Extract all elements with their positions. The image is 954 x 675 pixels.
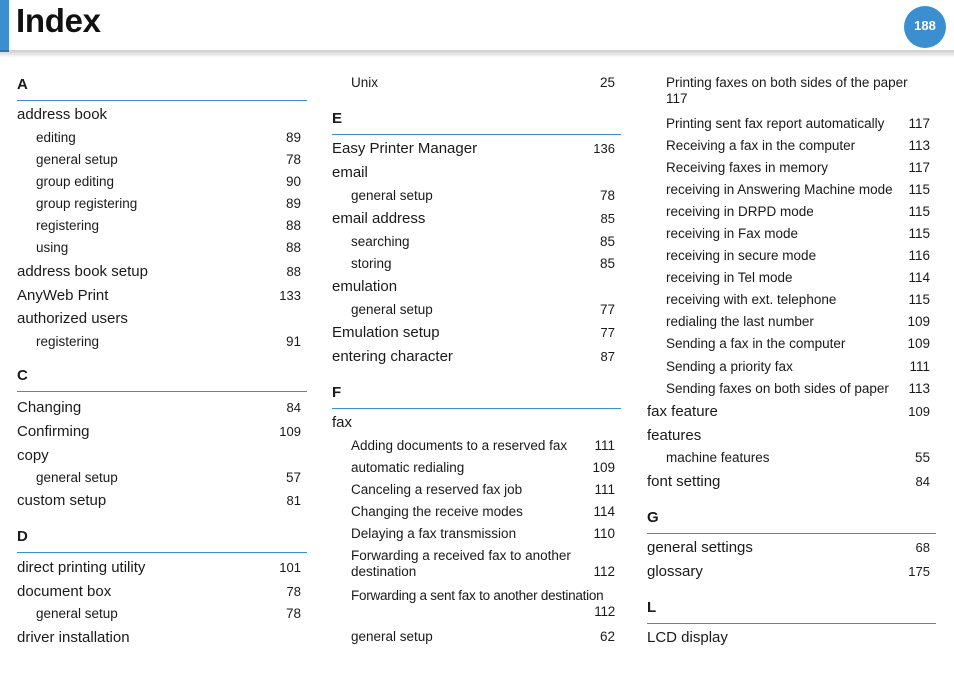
page-title: Index bbox=[16, 2, 101, 39]
index-subentry[interactable]: Sending faxes on both sides of paper 113 bbox=[666, 381, 930, 396]
section-rule bbox=[17, 391, 307, 392]
index-entry[interactable]: fax feature 109 bbox=[647, 403, 930, 420]
section-letter-f: F bbox=[332, 384, 342, 401]
index-entry[interactable]: custom setup 81 bbox=[17, 492, 301, 509]
index-entry[interactable]: general settings 68 bbox=[647, 539, 930, 556]
index-entry[interactable]: Emulation setup 77 bbox=[332, 324, 615, 341]
index-subentry[interactable]: group registering 89 bbox=[36, 196, 301, 211]
index-subentry[interactable]: receiving in secure mode 116 bbox=[666, 248, 930, 263]
index-subentry[interactable]: general setup 78 bbox=[36, 152, 301, 167]
index-subentry[interactable]: editing 89 bbox=[36, 130, 301, 145]
index-subentry[interactable]: machine features 55 bbox=[666, 450, 930, 465]
index-subentry[interactable]: Delaying a fax transmission 110 bbox=[351, 526, 615, 541]
index-subentry[interactable]: Canceling a reserved fax job 111 bbox=[351, 482, 615, 497]
index-entry[interactable]: fax bbox=[332, 414, 353, 431]
accent-bar bbox=[0, 0, 9, 52]
index-entry[interactable]: emulation bbox=[332, 278, 398, 295]
page-header bbox=[0, 0, 954, 62]
index-entry[interactable]: authorized users bbox=[17, 310, 128, 327]
index-subentry[interactable]: registering 91 bbox=[36, 334, 301, 349]
index-subentry[interactable]: general setup 62 bbox=[351, 629, 615, 644]
index-subentry-wrapped[interactable]: Forwarding a sent fax to another destination 112 bbox=[351, 588, 615, 619]
index-entry[interactable]: email bbox=[332, 164, 368, 181]
index-entry[interactable]: driver installation bbox=[17, 629, 130, 646]
index-subentry[interactable]: receiving in Tel mode 114 bbox=[666, 270, 930, 285]
header-divider bbox=[0, 50, 954, 58]
index-subentry[interactable]: receiving in DRPD mode 115 bbox=[666, 204, 930, 219]
index-subentry[interactable]: Sending a fax in the computer 109 bbox=[666, 336, 930, 351]
index-subentry[interactable]: Receiving a fax in the computer 113 bbox=[666, 138, 930, 153]
index-subentry[interactable]: automatic redialing 109 bbox=[351, 460, 615, 475]
index-entry[interactable]: Confirming 109 bbox=[17, 423, 301, 440]
section-letter-d: D bbox=[17, 528, 28, 545]
index-subentry[interactable]: Printing sent fax report automatically 117 bbox=[666, 116, 930, 131]
index-subentry[interactable]: group editing 90 bbox=[36, 174, 301, 189]
section-rule bbox=[17, 100, 307, 101]
section-letter-g: G bbox=[647, 509, 659, 526]
section-rule bbox=[647, 533, 936, 534]
index-entry[interactable]: entering character 87 bbox=[332, 348, 615, 365]
index-subentry[interactable]: general setup 77 bbox=[351, 302, 615, 317]
index-subentry[interactable]: redialing the last number 109 bbox=[666, 314, 930, 329]
index-subentry[interactable]: receiving in Fax mode 115 bbox=[666, 226, 930, 241]
index-entry[interactable]: address book setup 88 bbox=[17, 263, 301, 280]
section-rule bbox=[647, 623, 936, 624]
index-subentry[interactable]: Adding documents to a reserved fax 111 bbox=[351, 438, 615, 453]
index-subentry[interactable]: storing 85 bbox=[351, 256, 615, 271]
section-rule bbox=[332, 408, 621, 409]
index-entry[interactable]: email address 85 bbox=[332, 210, 615, 227]
index-subentry[interactable]: general setup 78 bbox=[351, 188, 615, 203]
section-letter-c: C bbox=[17, 367, 28, 384]
index-subentry[interactable]: Unix 25 bbox=[351, 75, 615, 90]
index-subentry[interactable]: receiving in Answering Machine mode 115 bbox=[666, 182, 930, 197]
index-entry[interactable]: glossary 175 bbox=[647, 563, 930, 580]
section-letter-a: A bbox=[17, 76, 28, 93]
index-entry[interactable]: AnyWeb Print 133 bbox=[17, 287, 301, 304]
index-subentry[interactable]: general setup 57 bbox=[36, 470, 301, 485]
index-subentry[interactable]: general setup 78 bbox=[36, 606, 301, 621]
index-subentry-wrapped[interactable]: Printing faxes on both sides of the paper 117 bbox=[666, 75, 908, 106]
index-subentry[interactable]: Changing the receive modes 114 bbox=[351, 504, 615, 519]
index-entry[interactable]: direct printing utility 101 bbox=[17, 559, 301, 576]
page-number-badge: 188 bbox=[904, 6, 946, 48]
index-subentry[interactable]: receiving with ext. telephone 115 bbox=[666, 292, 930, 307]
index-subentry[interactable]: searching 85 bbox=[351, 234, 615, 249]
index-entry[interactable]: Changing 84 bbox=[17, 399, 301, 416]
index-subentry[interactable]: using 88 bbox=[36, 240, 301, 255]
index-entry[interactable]: Easy Printer Manager 136 bbox=[332, 140, 615, 157]
section-letter-l: L bbox=[647, 599, 657, 616]
index-entry[interactable]: document box 78 bbox=[17, 583, 301, 600]
index-subentry[interactable]: registering 88 bbox=[36, 218, 301, 233]
index-subentry[interactable]: Receiving faxes in memory 117 bbox=[666, 160, 930, 175]
index-entry[interactable]: LCD display bbox=[647, 629, 728, 646]
section-rule bbox=[332, 134, 621, 135]
index-subentry[interactable]: Sending a priority fax 111 bbox=[666, 359, 930, 374]
index-entry[interactable]: copy bbox=[17, 447, 49, 464]
index-entry[interactable]: features bbox=[647, 427, 702, 444]
index-entry[interactable]: font setting 84 bbox=[647, 473, 930, 490]
section-letter-e: E bbox=[332, 110, 343, 127]
index-subentry-wrapped[interactable]: Forwarding a received fax to another destination 112 bbox=[351, 548, 615, 579]
section-rule bbox=[17, 552, 307, 553]
index-entry[interactable]: address book bbox=[17, 106, 108, 123]
